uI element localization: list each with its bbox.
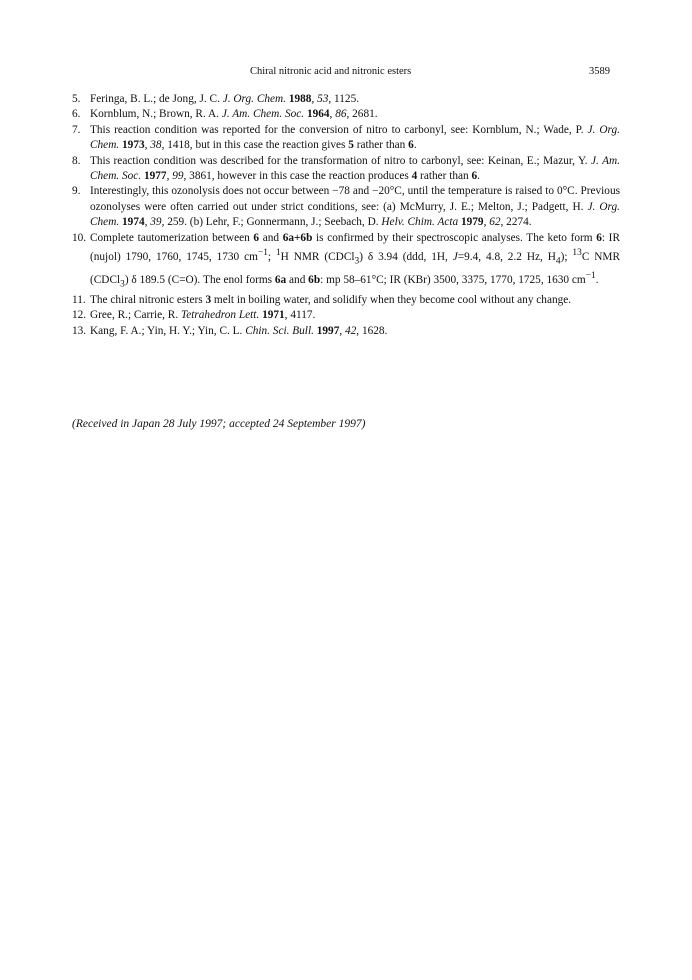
page-header: [72, 66, 620, 80]
running-title: Chiral nitronic acid and nitronic esters: [250, 66, 412, 77]
reference-item: [72, 231, 620, 293]
reference-item: [72, 293, 620, 308]
reference-item: [72, 184, 620, 230]
reference-item: [72, 92, 620, 107]
reference-item: [72, 154, 620, 185]
reference-text: Gree, R.; Carrie, R. Tetrahedron Lett. 1971, 4117.: [90, 309, 316, 322]
reference-text: This reaction condition was described for the transformation of nitro to carbonyl, see: Keinan, E.; Mazur, Y. J. Am. Chem. Soc. 1977, 99, 3861, however in this case the reaction produces 4 rather than 6.: [90, 154, 620, 183]
reference-item: [72, 123, 620, 154]
reference-number: 5.: [72, 93, 81, 105]
reference-number: 12.: [72, 309, 87, 322]
reference-number: 6.: [72, 108, 81, 121]
reference-item: [72, 308, 620, 323]
reference-text: Complete tautomerization between 6 and 6a+6b is confirmed by their spectroscopic analyses. The keto form 6: IR (nujol) 1790, 1760, 1745, 1730 $cm^{-1}$; $^1$H NMR (CDCl$_3$) δ 3.94 (ddd, 1H, J=9.4, 4.8, 2.2 Hz, $H_4$); $^{13}$C NMR (CDCl$_3$) δ 189.5 (C=O). The enol forms 6a and 6b: mp 58–61°C; IR (KBr) 3500, 3375, 1770, 1725, 1630 $cm^{-1}$.: [90, 231, 620, 290]
references-list: [72, 92, 620, 339]
reference-text: This reaction condition was reported for the conversion of nitro to carbonyl, see: Kornblum, N.; Wade, P. J. Org. Chem. 1973, 38, 1418, but in this case the reaction gives 5 rather than 6.: [90, 123, 620, 152]
reference-item: [72, 324, 620, 339]
reference-text: The chiral nitronic esters 3 melt in boiling water, and solidify when they become cool without any change.: [90, 293, 572, 306]
reference-text: Feringa, B. L.; de Jong, J. C. J. Org. Chem. 1988, 53, 1125.: [90, 93, 360, 105]
reference-number: 11.: [72, 293, 86, 306]
page-number: 3589: [589, 66, 610, 77]
reference-number: 7.: [72, 123, 81, 136]
reference-text: Kornblum, N.; Brown, R. A. J. Am. Chem. Soc. 1964, 86, 2681.: [90, 108, 378, 121]
reference-number: 13.: [72, 324, 87, 337]
reference-number: 9.: [72, 185, 81, 198]
reference-text: Kang, F. A.; Yin, H. Y.; Yin, C. L. Chin. Sci. Bull. 1997, 42, 1628.: [90, 324, 388, 337]
reference-number: 8.: [72, 154, 81, 167]
reference-number: 10.: [72, 231, 87, 244]
reference-item: [72, 107, 620, 122]
received-line: (Received in Japan 28 July 1997; accepted 24 September 1997): [72, 418, 366, 430]
reference-text: Interestingly, this ozonolysis does not occur between −78 and −20°C, until the temperature is raised to 0°C. Previous ozonolyses were often carried out under strict conditions, see: (a) McMurry, J. E.; Melton, J.; Padgett, H. J. Org. Chem. 1974, 39, 259. (b) Lehr, F.; Gonnermann, J.; Seebach, D. Helv. Chim. Acta 1979, 62, 2274.: [90, 185, 620, 229]
